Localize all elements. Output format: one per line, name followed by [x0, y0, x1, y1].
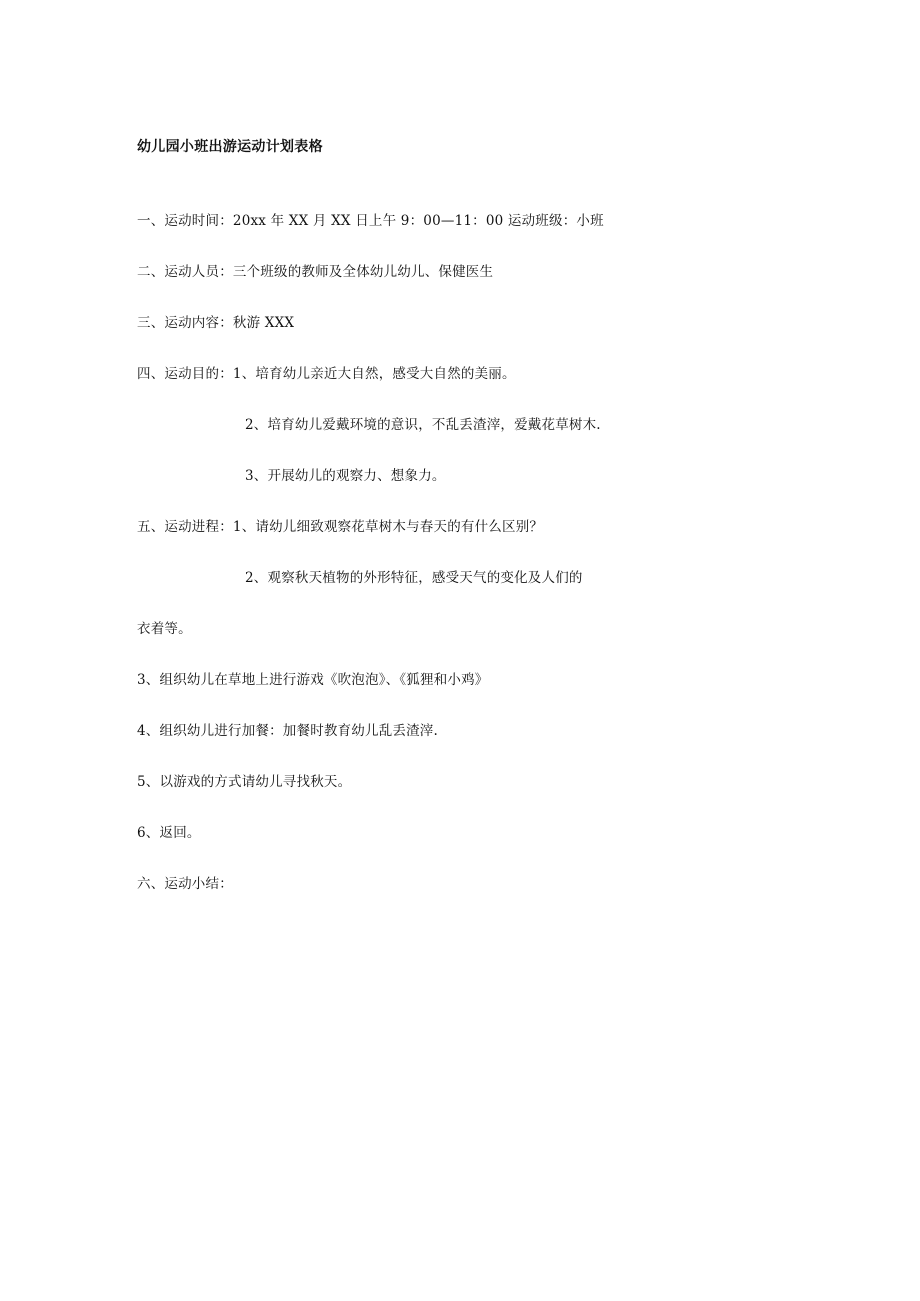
activity-staff-line: 二、运动人员：三个班级的教师及全体幼儿幼儿、保健医生: [137, 264, 494, 280]
activity-goal-item-3: 3、开展幼儿的观察力、想象力。: [245, 468, 446, 484]
activity-process-line: 五、运动进程：1、请幼儿细致观察花草树木与春天的有什么区别？: [137, 519, 544, 535]
activity-content-line: 三、运动内容：秋游 XXX: [137, 315, 295, 331]
activity-process-item-5: 5、以游戏的方式请幼儿寻找秋天。: [137, 774, 352, 790]
activity-goal-line: 四、运动目的：1、培育幼儿亲近大自然，感受大自然的美丽。: [137, 366, 516, 382]
activity-process-item-2: 2、观察秋天植物的外形特征，感受天气的变化及人们的: [245, 570, 583, 586]
activity-goal-item-2: 2、培育幼儿爱戴环境的意识，不乱丢渣滓，爱戴花草树木.: [245, 417, 601, 433]
activity-summary-line: 六、运动小结：: [137, 876, 233, 892]
activity-process-item-6: 6、返回。: [137, 825, 201, 841]
activity-time-line: 一、运动时间：20xx 年 XX 月 XX 日上午 9：00—11：00 运动班级：小班: [137, 213, 604, 229]
activity-process-item-2-continued: 衣着等。: [137, 621, 192, 637]
activity-process-item-3: 3、组织幼儿在草地上进行游戏《吹泡泡》、《狐狸和小鸡》: [137, 672, 489, 688]
document-title: 幼儿园小班出游运动计划表格: [137, 139, 323, 155]
activity-process-item-4: 4、组织幼儿进行加餐：加餐时教育幼儿乱丢渣滓.: [137, 723, 438, 739]
